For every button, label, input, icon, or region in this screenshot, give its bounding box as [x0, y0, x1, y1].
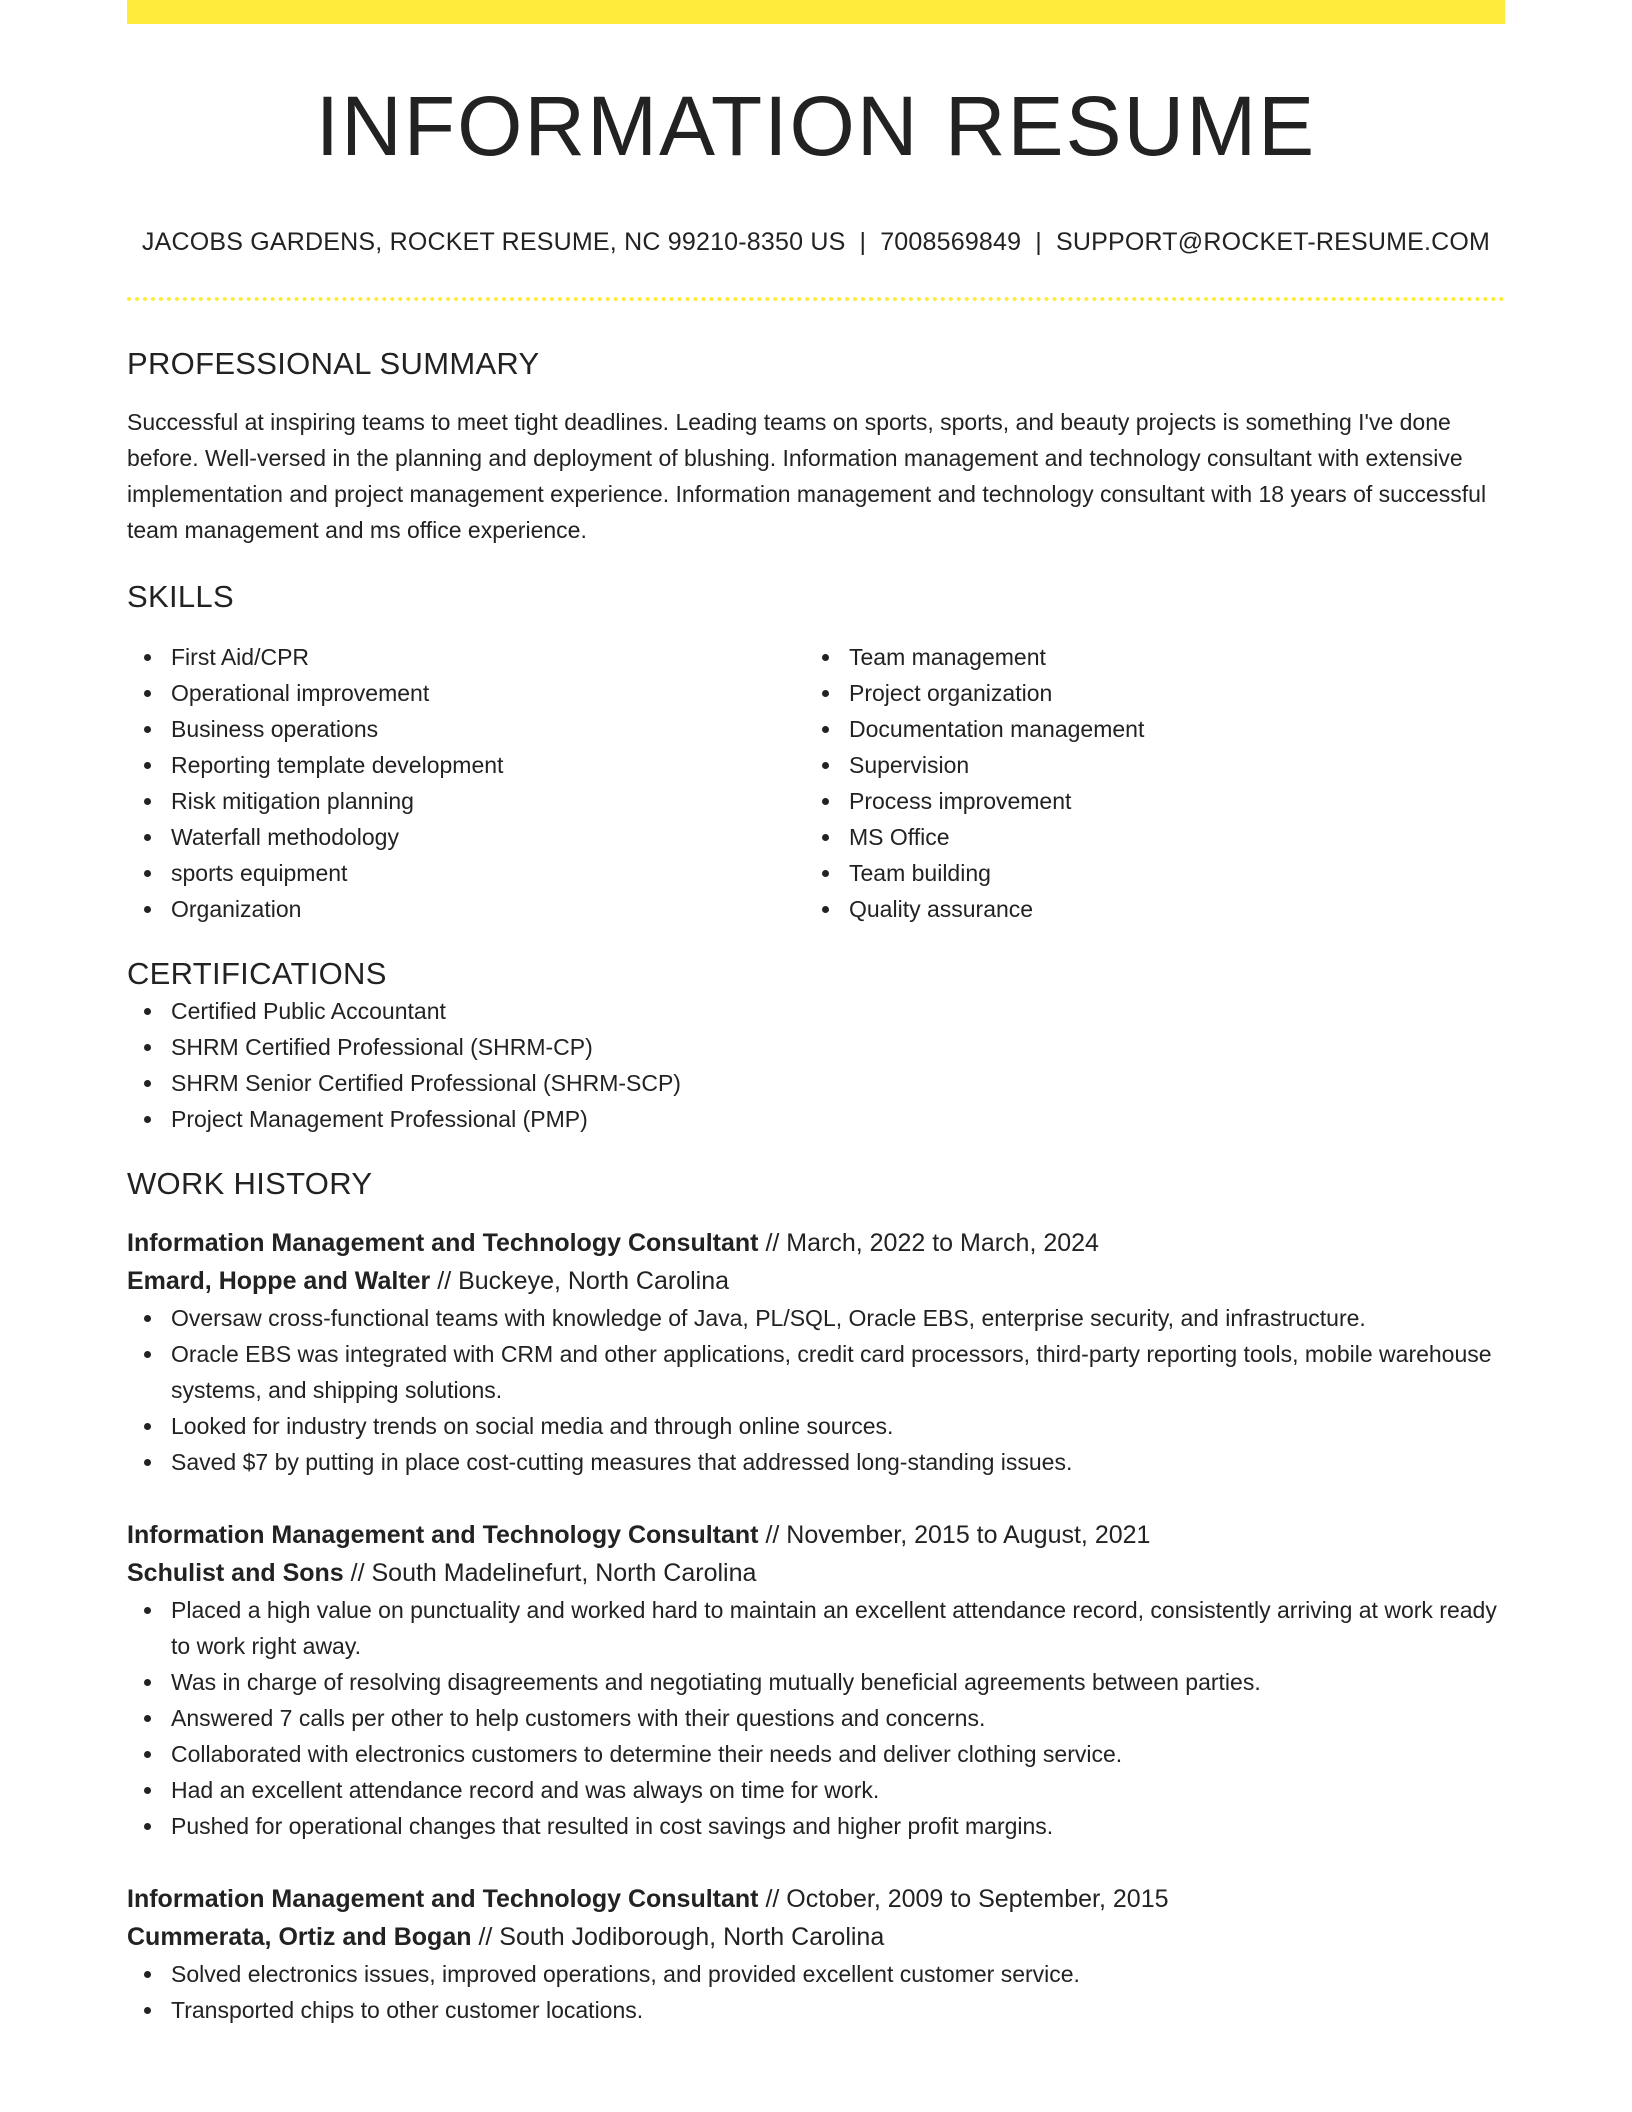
- job-company: Cummerata, Ortiz and Bogan: [127, 1922, 472, 1951]
- certifications-heading: CERTIFICATIONS: [127, 956, 387, 992]
- job-bullet: Oracle EBS was integrated with CRM and other applications, credit card processors, third-party reporting tools, mobile warehouse systems, and shipping solutions.: [127, 1336, 1505, 1408]
- job-bullet: Saved $7 by putting in place cost-cutting measures that addressed long-standing issues.: [127, 1444, 1505, 1480]
- job-bullet: Pushed for operational changes that resulted in cost savings and higher profit margins.: [127, 1808, 1505, 1844]
- top-accent-bar: [127, 0, 1505, 24]
- skills-list: [127, 639, 1505, 927]
- job-bullet: Had an excellent attendance record and was always on time for work.: [127, 1772, 1505, 1808]
- skill-item: Project organization: [805, 675, 1483, 711]
- certification-item: Project Management Professional (PMP): [127, 1101, 1505, 1137]
- job-entry: [127, 1224, 1505, 1480]
- certification-item: Certified Public Accountant: [127, 993, 1505, 1029]
- certification-item: SHRM Senior Certified Professional (SHRM-SCP): [127, 1065, 1505, 1101]
- skill-item: Organization: [127, 891, 805, 927]
- job-dates: // March, 2022 to March, 2024: [758, 1228, 1099, 1257]
- job-location: // South Jodiborough, North Carolina: [471, 1922, 885, 1951]
- job-bullet: Answered 7 calls per other to help customers with their questions and concerns.: [127, 1700, 1505, 1736]
- job-entry: [127, 1880, 1505, 2028]
- resume-title: INFORMATION RESUME: [315, 79, 1317, 173]
- skills-column-left: [127, 639, 805, 927]
- job-bullets: [127, 1300, 1505, 1480]
- skill-item: Process improvement: [805, 783, 1483, 819]
- skill-item: Team management: [805, 639, 1483, 675]
- job-title-line: [127, 1224, 1505, 1262]
- work-history-list: [127, 1224, 1505, 2028]
- job-title-line: [127, 1880, 1505, 1918]
- job-entry: [127, 1516, 1505, 1844]
- job-bullet: Transported chips to other customer locations.: [127, 1992, 1505, 2028]
- skill-item: Reporting template development: [127, 747, 805, 783]
- job-bullet: Solved electronics issues, improved operations, and provided excellent customer service.: [127, 1956, 1505, 1992]
- dotted-divider: [127, 297, 1505, 301]
- certifications-list: [127, 993, 1505, 1137]
- skill-item: Team building: [805, 855, 1483, 891]
- job-bullets: [127, 1592, 1505, 1844]
- job-bullets: [127, 1956, 1505, 2028]
- job-bullet: Looked for industry trends on social media and through online sources.: [127, 1408, 1505, 1444]
- contact-separator: |: [859, 228, 867, 256]
- resume-page: [127, 0, 1505, 2028]
- contact-phone: 7008569849: [880, 228, 1022, 256]
- job-dates: // October, 2009 to September, 2015: [758, 1884, 1169, 1913]
- skill-item: First Aid/CPR: [127, 639, 805, 675]
- skill-item: Documentation management: [805, 711, 1483, 747]
- job-company-line: [127, 1262, 1505, 1300]
- job-title: Information Management and Technology Consultant: [127, 1520, 759, 1549]
- skills-heading: SKILLS: [127, 579, 234, 615]
- contact-email: SUPPORT@ROCKET-RESUME.COM: [1055, 228, 1491, 256]
- contact-separator: |: [1035, 228, 1042, 256]
- skill-item: Business operations: [127, 711, 805, 747]
- skill-item: MS Office: [805, 819, 1483, 855]
- job-company-line: [127, 1918, 1505, 1956]
- job-bullet: Placed a high value on punctuality and worked hard to maintain an excellent attendance record, consistently arriving at work ready to work right away.: [127, 1592, 1505, 1664]
- job-company: Schulist and Sons: [127, 1558, 344, 1587]
- job-company-line: [127, 1554, 1505, 1592]
- contact-line: [127, 228, 1505, 257]
- job-bullet: Was in charge of resolving disagreements and negotiating mutually beneficial agreements between parties.: [127, 1664, 1505, 1700]
- skill-item: Risk mitigation planning: [127, 783, 805, 819]
- job-dates: // November, 2015 to August, 2021: [758, 1520, 1151, 1549]
- summary-heading: PROFESSIONAL SUMMARY: [127, 346, 540, 381]
- job-title: Information Management and Technology Consultant: [127, 1884, 759, 1913]
- job-bullet: Oversaw cross-functional teams with knowledge of Java, PL/SQL, Oracle EBS, enterprise security, and infrastructure.: [127, 1300, 1505, 1336]
- skill-item: Quality assurance: [805, 891, 1483, 927]
- job-title: Information Management and Technology Consultant: [127, 1228, 759, 1257]
- work-history-heading: WORK HISTORY: [127, 1165, 373, 1201]
- skill-item: Supervision: [805, 747, 1483, 783]
- contact-address: JACOBS GARDENS, ROCKET RESUME, NC 99210-8350 US: [141, 228, 846, 256]
- job-company: Emard, Hoppe and Walter: [127, 1266, 431, 1295]
- skills-column-right: [805, 639, 1483, 927]
- job-location: // Buckeye, North Carolina: [430, 1266, 730, 1295]
- skill-item: Waterfall methodology: [127, 819, 805, 855]
- job-location: // South Madelinefurt, North Carolina: [343, 1558, 757, 1587]
- skill-item: sports equipment: [127, 855, 805, 891]
- job-bullet: Collaborated with electronics customers to determine their needs and deliver clothing service.: [127, 1736, 1505, 1772]
- certification-item: SHRM Certified Professional (SHRM-CP): [127, 1029, 1505, 1065]
- job-title-line: [127, 1516, 1505, 1554]
- skill-item: Operational improvement: [127, 675, 805, 711]
- summary-text: Successful at inspiring teams to meet tight deadlines. Leading teams on sports, sports, and beauty projects is something I've done before. Well-versed in the planning and deployment of blushing. Information management and technology consultant with extensive implementation and project management experience. Information management and technology consultant with 18 years of successful team management and ms office experience.: [127, 409, 1487, 544]
